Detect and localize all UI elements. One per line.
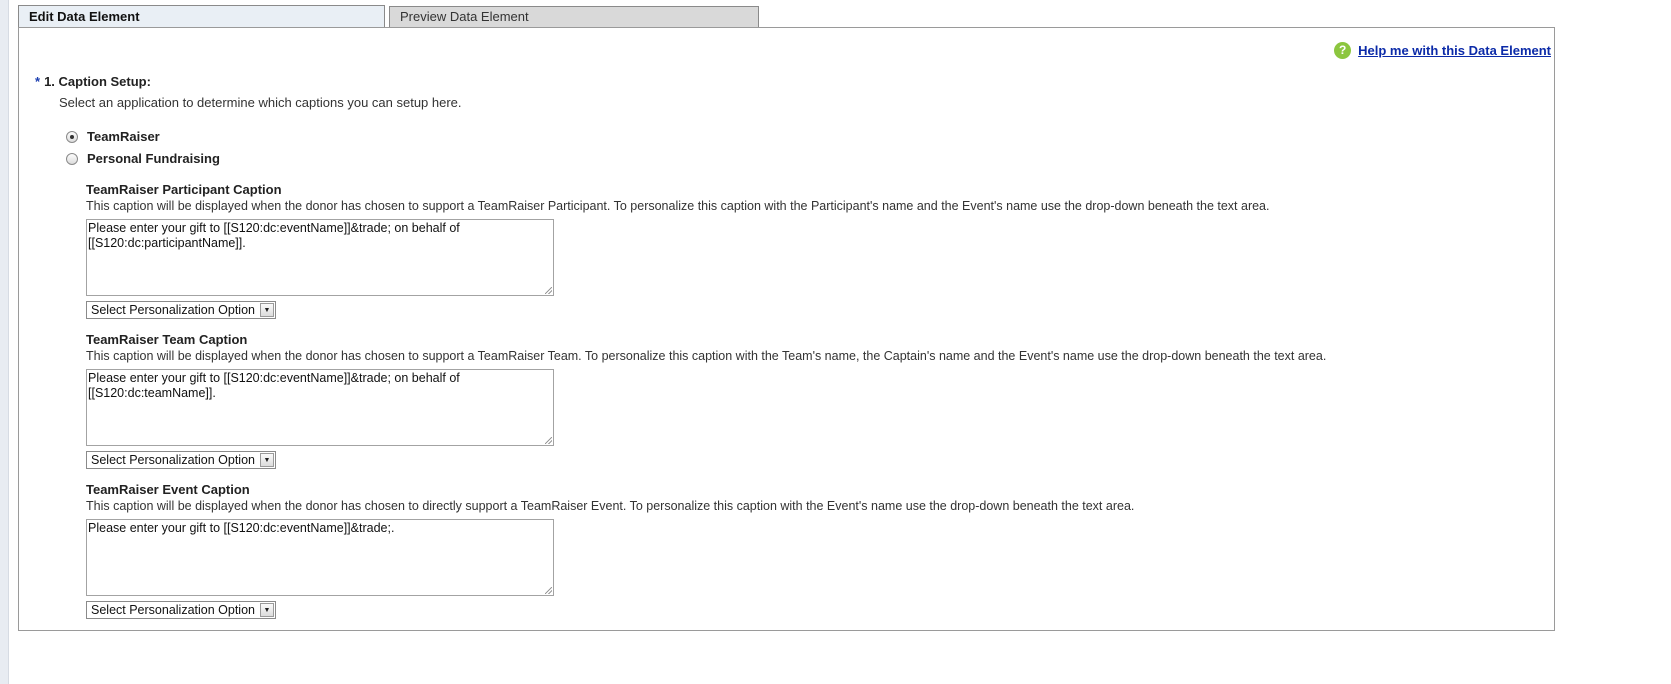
help-icon[interactable]: ?	[1334, 42, 1351, 59]
textarea-value[interactable]: Please enter your gift to [[S120:dc:eventName]]&trade; on behalf of [[S120:dc:participantName]].	[88, 221, 460, 250]
textarea-value[interactable]: Please enter your gift to [[S120:dc:eventName]]&trade;.	[88, 521, 395, 535]
radio-button[interactable]	[66, 153, 78, 165]
select-value[interactable]: Select Personalization Option	[91, 603, 255, 617]
required-marker: *	[35, 74, 41, 89]
select-value[interactable]: Select Personalization Option	[91, 303, 255, 317]
dropdown-arrow-icon[interactable]: ▼	[260, 303, 274, 317]
caption-description: This caption will be displayed when the donor has chosen to support a TeamRaiser Participant. To personalize this caption with the Participant's name and the Event's name use the drop-down beneath the text area.	[86, 199, 1270, 213]
radio-option-personal-fundraising[interactable]	[66, 151, 220, 166]
resize-grip-icon[interactable]	[545, 287, 552, 294]
caption-title: TeamRaiser Team Caption	[86, 332, 248, 347]
resize-grip-icon[interactable]	[545, 437, 552, 444]
radio-option-teamraiser[interactable]	[66, 129, 160, 144]
caption-description: This caption will be displayed when the donor has chosen to support a TeamRaiser Team. To personalize this caption with the Team's name, the Captain's name and the Event's name use the drop-down beneath the text area.	[86, 349, 1327, 363]
section-title	[35, 74, 151, 89]
event-caption-block	[86, 482, 1546, 619]
event-caption-textarea[interactable]	[86, 519, 554, 596]
personalization-select[interactable]	[86, 301, 276, 319]
personalization-select[interactable]	[86, 601, 276, 619]
resize-grip-icon[interactable]	[545, 587, 552, 594]
radio-button-checked[interactable]	[66, 131, 78, 143]
dropdown-arrow-icon[interactable]: ▼	[260, 453, 274, 467]
participant-caption-block	[86, 182, 1546, 319]
personalization-select[interactable]	[86, 451, 276, 469]
textarea-value[interactable]: Please enter your gift to [[S120:dc:eventName]]&trade; on behalf of [[S120:dc:teamName]].	[88, 371, 460, 400]
help-link-container[interactable]	[1334, 42, 1551, 59]
select-value[interactable]: Select Personalization Option	[91, 453, 255, 467]
caption-description: This caption will be displayed when the donor has chosen to directly support a TeamRaiser Event. To personalize this caption with the Event's name use the drop-down beneath the text area.	[86, 499, 1135, 513]
left-edge-strip	[0, 0, 9, 684]
team-caption-block	[86, 332, 1546, 469]
radio-label[interactable]: Personal Fundraising	[87, 151, 220, 166]
caption-title: TeamRaiser Participant Caption	[86, 182, 282, 197]
caption-title: TeamRaiser Event Caption	[86, 482, 250, 497]
tab-preview-data-element[interactable]: Preview Data Element	[389, 6, 759, 27]
section-description: Select an application to determine which captions you can setup here.	[59, 95, 462, 110]
section-title-text: 1. Caption Setup:	[44, 74, 151, 89]
radio-label[interactable]: TeamRaiser	[87, 129, 160, 144]
participant-caption-textarea[interactable]	[86, 219, 554, 296]
help-link[interactable]: Help me with this Data Element	[1358, 43, 1551, 58]
team-caption-textarea[interactable]	[86, 369, 554, 446]
edit-panel	[18, 27, 1555, 631]
tab-edit-data-element[interactable]: Edit Data Element	[18, 5, 385, 28]
dropdown-arrow-icon[interactable]: ▼	[260, 603, 274, 617]
